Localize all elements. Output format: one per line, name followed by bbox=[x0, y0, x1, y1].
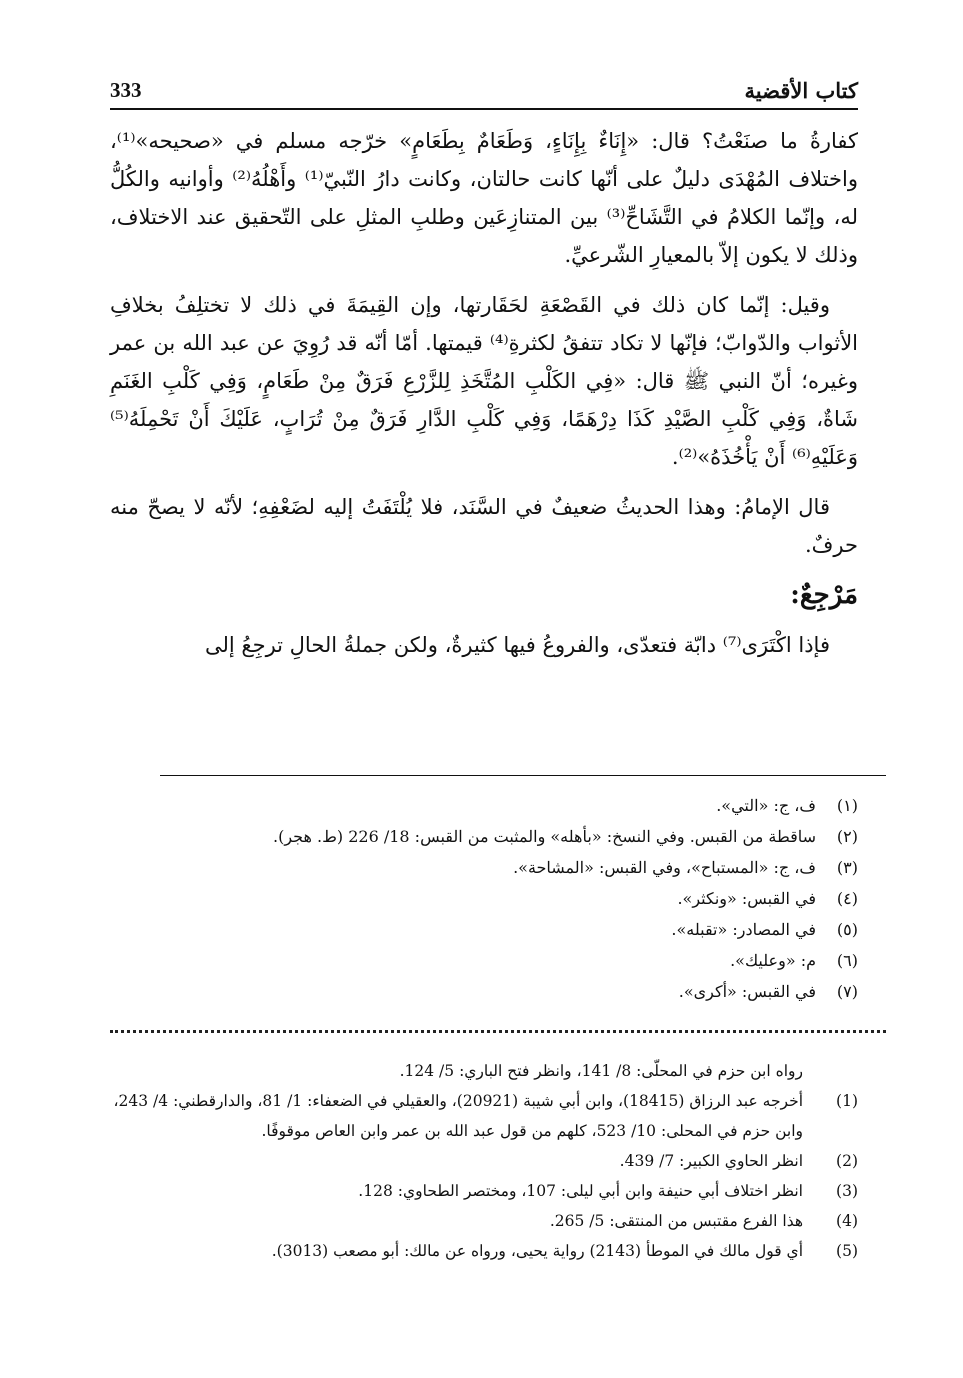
footnote-text: م: «وعليك». bbox=[730, 951, 816, 970]
header-rule bbox=[110, 108, 858, 110]
footnote-line bbox=[110, 852, 858, 883]
footnote-number: (5) bbox=[836, 1242, 858, 1260]
footnote-text: في المصادر: «تقبله». bbox=[671, 920, 816, 939]
footnote-line bbox=[110, 976, 858, 1007]
footnote-line bbox=[110, 790, 858, 821]
footnote-carryover: رواه ابن حزم في المحلّى: 8/ 141، وانظر فتح الباري: 5/ 124. bbox=[399, 1062, 803, 1080]
footnote-text: ف، ج: «المستباح»، وفي القبس: «المشاحة». bbox=[513, 858, 816, 877]
footnote-text: انظر اختلاف أبي حنيفة وابن أبي ليلى: 107، ومختصر الطحاوي: 128. bbox=[358, 1182, 803, 1200]
footnote-line bbox=[110, 1086, 858, 1146]
footnote-text: في القبس: «ونكثر». bbox=[677, 889, 816, 908]
footnote-text: ف، ج: «التي». bbox=[716, 796, 816, 815]
footnote-line bbox=[110, 914, 858, 945]
running-title: كتاب الأقضية bbox=[744, 78, 858, 103]
footnote-text: ساقطة من القبس. وفي النسخ: «بأهله» والمثبت من القبس: 18/ 226 (ط. هجر). bbox=[272, 827, 816, 846]
footnote-number: (٧) bbox=[836, 982, 858, 1001]
footnote-number: (3) bbox=[836, 1182, 858, 1200]
footnote-text: في القبس: «أكرى». bbox=[678, 982, 816, 1001]
footnote-line bbox=[110, 1146, 858, 1176]
footnote-line bbox=[110, 1236, 858, 1266]
footnote-line bbox=[110, 821, 858, 852]
footnote-number: (١) bbox=[836, 796, 858, 815]
section-heading: مَرْجِعٌ: bbox=[790, 580, 858, 610]
footnote-line bbox=[110, 945, 858, 976]
main-text bbox=[110, 122, 858, 676]
footnote-number: (٢) bbox=[836, 827, 858, 846]
footnote-text: أي قول مالك في الموطأ (2143) رواية يحيى، ورواه عن مالك: أبو مصعب (3013). bbox=[271, 1242, 803, 1260]
footnote-line bbox=[110, 883, 858, 914]
dotted-separator bbox=[110, 1030, 886, 1033]
paragraph-2: وقيل: إنّما كان ذلك في القَصْعَةِ لحَقَارتها، وإن القِيمَةَ في ذلك لا تختلِفُ بخلافِ الأثواب والدّوابّ؛ فإنّها لا تكاد تتفقُ لكثرةِ⁽⁴⁾ قيمتها. أمّا أنّه قد رُوِيَ عن عبد الله بن عمر وغيره؛ أنّ النبي ﷺ قال: «فِي الكَلْبِ المُتَّخَذِ لِلزَّرْعِ فَرَقٌ مِنْ طَعَامٍ، وَفِي كَلْبِ الغَنَمِ شَاةٌ، وَفِي كَلْبِ الصَّيْدِ كَذَا دِرْهَمًا، وَفِي كَلْبِ الدَّارِ فَرَقٌ مِنْ تُرَابٍ، عَلَيْكَ أَنْ تَحْمِلَهُ⁽⁵⁾ وَعَلَيْهِ⁽⁶⁾ أَنْ يَأْخُذَهُ»⁽²⁾. bbox=[110, 293, 859, 469]
page-header bbox=[110, 78, 858, 108]
footnote-number: (٦) bbox=[836, 951, 858, 970]
paragraph-1: كفارةُ ما صنَعْتُ؟ قال: «إِنَاءٌ بِإِنَاءٍ، وَطَعَامٌ بِطَعَامٍ» خرّجه مسلم في «صحيحه»⁽¹⁾، واختلاف المُهْدَى دليلٌ على أنّها كانت حالتان، وكانت دارُ النّبيّ⁽¹⁾ وأَهْلُهُ⁽²⁾ وأوانيه والكُلُّ له، وإنّما الكلامُ في التَّشَاحِّ⁽³⁾ بين المتنازِعَين وطلبِ المثلِ على التّحقيق عند الاختلاف، وذلك لا يكون إلاّ بالمعيارِ الشّرعيِّ. bbox=[110, 129, 858, 267]
footnote-number: (٥) bbox=[836, 920, 858, 939]
source-footnotes bbox=[110, 1056, 858, 1266]
footnote-number: (2) bbox=[836, 1152, 858, 1170]
footnote-number: (٣) bbox=[836, 858, 858, 877]
footnote-number: (4) bbox=[836, 1212, 858, 1230]
footnote-text: انظر الحاوي الكبير: 7/ 439. bbox=[619, 1152, 803, 1170]
footnote-line bbox=[110, 1176, 858, 1206]
footnote-rule bbox=[160, 775, 886, 776]
paragraph-3: قال الإمامُ: وهذا الحديثُ ضعيفٌ في السَّنَد، فلا يُلْتَفَتُ إليه لضَعْفِهِ؛ لأنّه لا يصحّ منه حرفٌ. bbox=[110, 495, 858, 557]
footnote-number: (1) bbox=[836, 1092, 858, 1110]
footnote-text: هذا الفرع مقتبس من المنتقى: 5/ 265. bbox=[549, 1212, 803, 1230]
page-number: 333 bbox=[110, 78, 142, 102]
footnote-line bbox=[110, 1206, 858, 1236]
footnote-number: (٤) bbox=[836, 889, 858, 908]
paragraph-4: فإذا اكْتَرَى⁽⁷⁾ دابّة فتعدّى، والفروعُ فيها كثيرةٌ، ولكن جملةُ الحالِ ترجِعُ إلى bbox=[205, 633, 830, 657]
footnote-text: أخرجه عبد الرزاق (18415)، وابن أبي شيبة (20921)، والعقيلي في الضعفاء: 1/ 81، والدارقطني: 4/ 243، وابن حزم في المحلى: 10/ 523، كلهم من قول عبد الله بن عمر وابن العاص موقوفًا. bbox=[113, 1092, 803, 1140]
variant-footnotes bbox=[110, 790, 858, 1007]
